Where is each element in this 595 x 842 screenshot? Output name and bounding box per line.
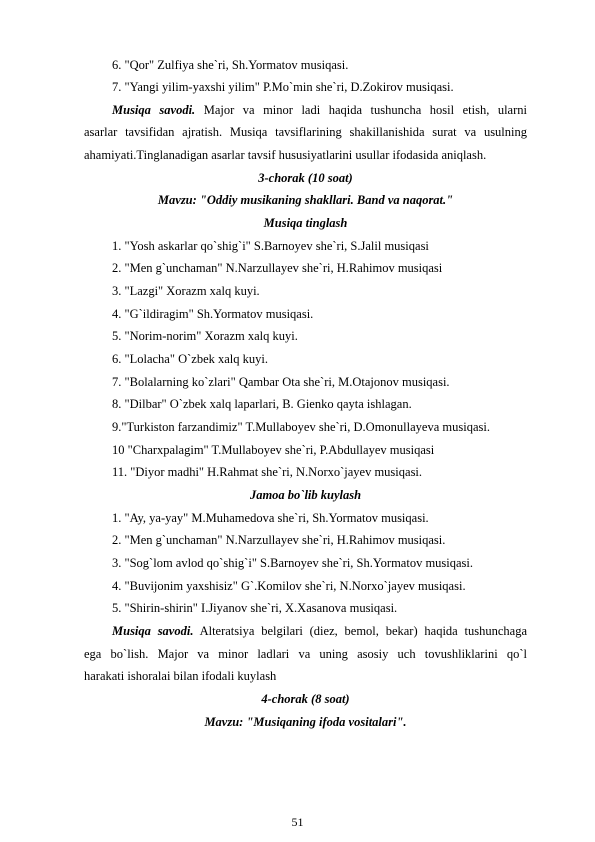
section-heading: 4-chorak (8 soat) — [261, 692, 350, 706]
list-item: 2. "Men g`unchaman" N.Narzullayev she`ri, H.Rahimov musiqasi. — [112, 533, 446, 547]
section-topic: Mavzu: "Musiqaning ifoda vositalari". — [204, 715, 407, 729]
list-item: 8. "Dilbar" O`zbek xalq laparlari, B. Gienko qayta ishlagan. — [112, 397, 412, 411]
paragraph-line: Musiqa savodi. Major va minor ladi haqida tushuncha hosil etish, ularni — [112, 103, 527, 117]
list-item: 7. "Yangi yilim-yaxshi yilim" P.Mo`min she`ri, D.Zokirov musiqasi. — [112, 80, 454, 94]
list-item: 7. "Bolalarning ko`zlari" Qambar Ota she`ri, M.Otajonov musiqasi. — [112, 375, 450, 389]
list-item: 1. "Yosh askarlar qo`shig`i" S.Barnoyev she`ri, S.Jalil musiqasi — [112, 239, 429, 253]
list-item: 5. "Norim-norim" Xorazm xalq kuyi. — [112, 329, 298, 343]
list-item: 2. "Men g`unchaman" N.Narzullayev she`ri, H.Rahimov musiqasi — [112, 261, 443, 275]
section-heading: 3-chorak (10 soat) — [258, 171, 353, 185]
paragraph-line: ahamiyati.Tinglanadigan asarlar tavsif hususiyatlarini usullar ifodasida aniqlash. — [84, 148, 487, 162]
paragraph-line: ega bo`lish. Major va minor ladlari va uning asosiy uch tovushliklarini qo`l — [84, 647, 527, 661]
list-item: 5. "Shirin-shirin" I.Jiyanov she`ri, X.Xasanova musiqasi. — [112, 601, 398, 615]
list-item: 4. "G`ildiragim" Sh.Yormatov musiqasi. — [112, 307, 314, 321]
list-item: 6. "Qor" Zulfiya she`ri, Sh.Yormatov musiqasi. — [112, 58, 349, 72]
list-item: 11. "Diyor madhi" H.Rahmat she`ri, N.Norxo`jayev musiqasi. — [112, 465, 423, 479]
list-item: 3. "Lazgi" Xorazm xalq kuyi. — [112, 284, 260, 298]
list-item: 10 "Charxpalagim" T.Mullaboyev she`ri, P.Abdullayev musiqasi — [112, 443, 435, 457]
subsection-heading: Jamoa bo`lib kuylash — [249, 488, 362, 502]
list-item: 6. "Lolacha" O`zbek xalq kuyi. — [112, 352, 268, 366]
paragraph-line: harakati ishoralai bilan ifodali kuylash — [84, 669, 277, 683]
paragraph-lead: Musiqa savodi. — [112, 103, 196, 117]
page-number: 51 — [291, 815, 304, 829]
list-item: 4. "Buvijonim yaxshisiz" G`.Komilov she`ri, N.Norxo`jayev musiqasi. — [112, 579, 466, 593]
paragraph-line: asarlar tavsifidan ajratish. Musiqa tavsiflarining shakillanishida surat va usulning — [84, 125, 527, 139]
list-item: 9."Turkiston farzandimiz" T.Mullaboyev she`ri, D.Omonullayeva musiqasi. — [112, 420, 490, 434]
paragraph-line: Musiqa savodi. Alteratsiya belgilari (diez, bemol, bekar) haqida tushunchaga — [112, 624, 528, 638]
paragraph-lead: Musiqa savodi. — [112, 624, 194, 638]
section-topic: Mavzu: "Oddiy musikaning shakllari. Band va naqorat." — [157, 193, 454, 207]
subsection-heading: Musiqa tinglash — [263, 216, 348, 230]
list-item: 1. "Ay, ya-yay" M.Muhamedova she`ri, Sh.Yormatov musiqasi. — [112, 511, 429, 525]
list-item: 3. "Sog`lom avlod qo`shig`i" S.Barnoyev she`ri, Sh.Yormatov musiqasi. — [112, 556, 474, 570]
